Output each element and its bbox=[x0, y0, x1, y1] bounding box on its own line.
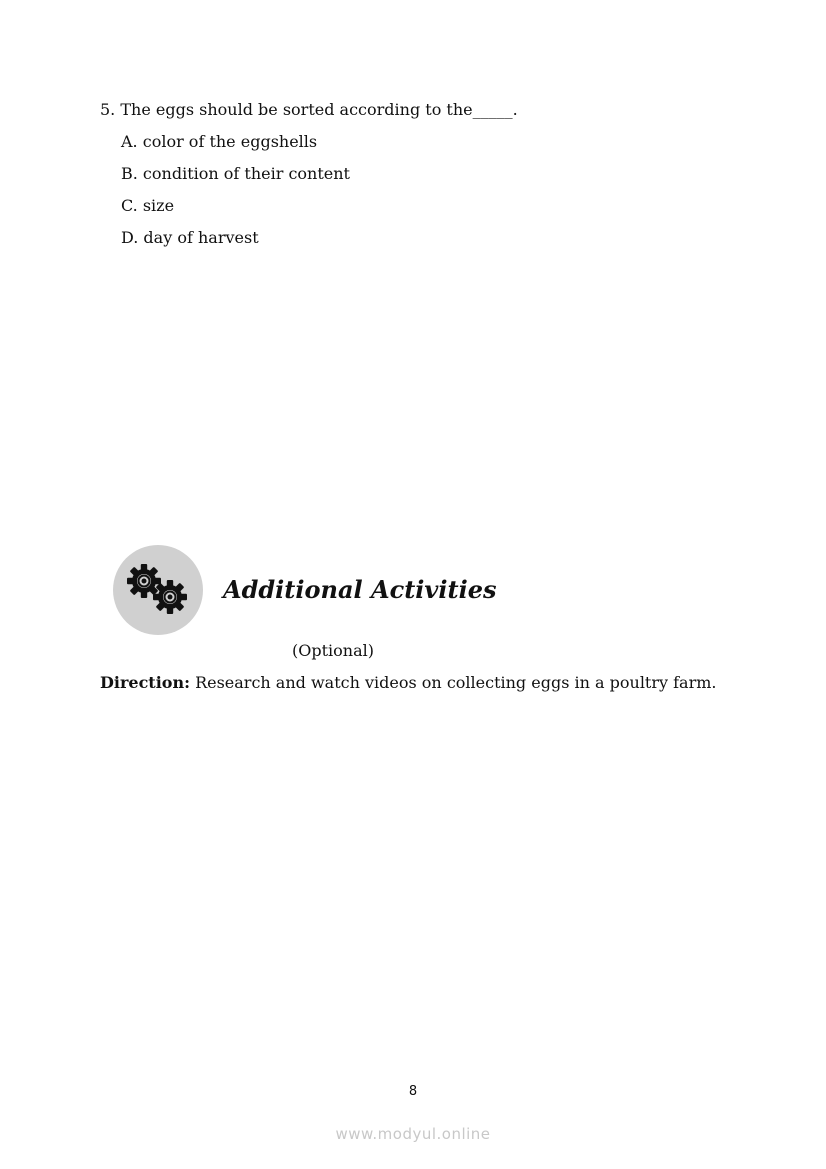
section-subtitle: (Optional) bbox=[292, 641, 374, 660]
section-title: Additional Activities bbox=[223, 575, 497, 604]
direction-body: Research and watch videos on collecting eggs in a poultry farm. bbox=[189, 673, 717, 692]
direction-text bbox=[100, 672, 717, 694]
page-number: 8 bbox=[408, 1084, 418, 1099]
question-text: 5. The eggs should be sorted according to the_____. bbox=[100, 100, 518, 119]
gears-icon bbox=[113, 545, 203, 635]
direction-label: Direction: bbox=[100, 673, 190, 692]
choice-c: C. size bbox=[121, 196, 175, 215]
choice-d: D. day of harvest bbox=[121, 228, 259, 247]
choice-b: B. condition of their content bbox=[121, 164, 350, 183]
watermark: www.modyul.online bbox=[335, 1125, 491, 1143]
answer-choices bbox=[121, 131, 350, 259]
choice-a: A. color of the eggshells bbox=[121, 132, 318, 151]
